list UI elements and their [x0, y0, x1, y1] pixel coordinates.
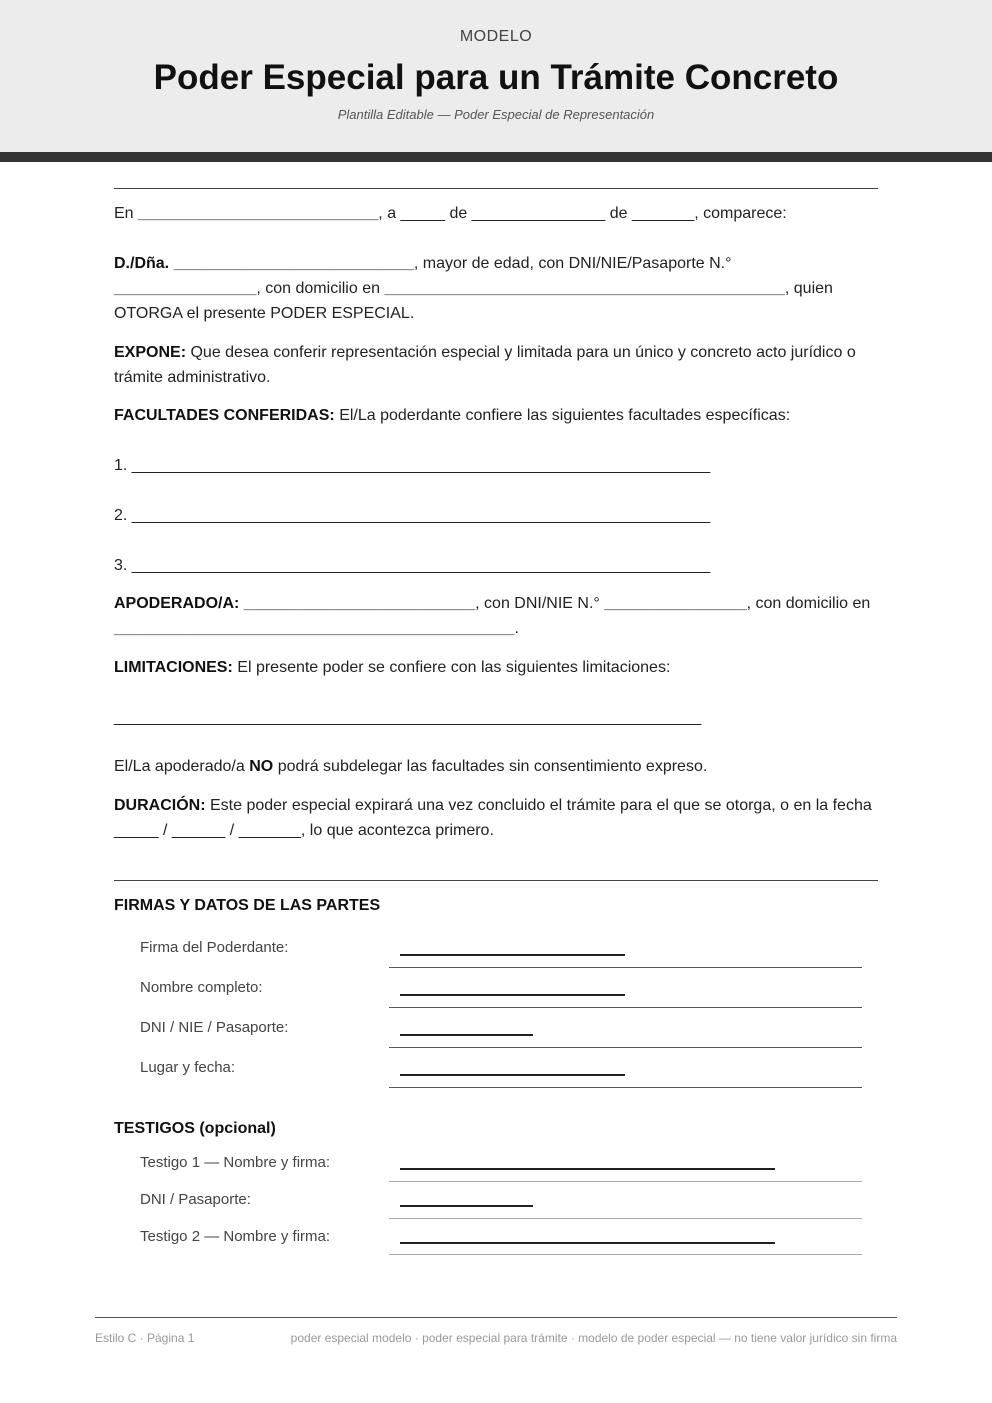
apoderado-name-blank[interactable]: __________________________ [243, 595, 476, 612]
grantor-id-blank[interactable]: ________________ [114, 280, 257, 297]
duracion-paragraph: DURACIÓN: Este poder especial expirará una vez concluido el trámite para el que se otorga, o en la fecha _____ / ______ / _______, lo que acontezca primero. [114, 797, 872, 839]
limitaciones-paragraph: LIMITACIONES: El presente poder se confiere con las siguientes limitaciones: [114, 659, 671, 676]
firma-poderdante-line[interactable] [400, 954, 625, 956]
footer-page-info: Estilo C · Página 1 [95, 1331, 195, 1345]
subdelegar-paragraph: El/La apoderado/a NO podrá subdelegar las facultades sin consentimiento expreso. [114, 758, 708, 775]
document-title: Poder Especial para un Trámite Concreto [153, 58, 839, 97]
firma-poderdante-label: Firma del Poderdante: [140, 939, 289, 956]
testigo2-line[interactable] [400, 1242, 775, 1244]
grantor-paragraph: D./Dña. ___________________________, mayor de edad, con DNI/NIE/Pasaporte N.° ________________, con domicilio en _____________________________________________, quien OTORGA el presente PODER ESPECIAL. [114, 255, 833, 322]
testigo2-label: Testigo 2 — Nombre y firma: [140, 1228, 331, 1245]
nombre-completo-line[interactable] [400, 994, 625, 996]
document-header [0, 0, 992, 152]
testigo-dni-label: DNI / Pasaporte: [140, 1191, 251, 1208]
field-separator [389, 1047, 862, 1048]
expone-text: Que desea conferir representación especial y limitada para un único y concreto acto jurídico o trámite administrativo. [114, 344, 856, 386]
dni-label: DNI / NIE / Pasaporte: [140, 1019, 289, 1036]
nombre-completo-label: Nombre completo: [140, 979, 263, 996]
dni-line[interactable] [400, 1034, 533, 1036]
facultad-item[interactable]: 2. _________________________________________________________________ [114, 507, 711, 524]
day-blank[interactable]: _____ [400, 205, 446, 222]
footer-keywords: poder especial modelo · poder especial para trámite · modelo de poder especial — no tiene valor jurídico sin firma [290, 1331, 897, 1345]
facultades-label: FACULTADES CONFERIDAS: [114, 407, 335, 424]
grantor-label: D./Dña. [114, 255, 170, 272]
date-day-blank[interactable]: _____ [114, 822, 159, 839]
field-separator [389, 1218, 862, 1219]
apoderado-id-blank[interactable]: ________________ [604, 595, 747, 612]
expone-paragraph [114, 340, 878, 390]
facultad-item[interactable]: 1. _________________________________________________________________ [114, 457, 711, 474]
limitaciones-label: LIMITACIONES: [114, 659, 233, 676]
testigo1-label: Testigo 1 — Nombre y firma: [140, 1154, 331, 1171]
date-year-blank[interactable]: _______ [238, 822, 301, 839]
facultad-item[interactable]: 3. _________________________________________________________________ [114, 557, 711, 574]
apoderado-address-blank[interactable]: _____________________________________________ [114, 620, 515, 637]
section-divider [114, 880, 878, 881]
apoderado-paragraph: APODERADO/A: __________________________, con DNI/NIE N.° ________________, con domicilio en _____________________________________________. [114, 595, 871, 637]
document-subtitle: Plantilla Editable — Poder Especial de Representación [337, 107, 655, 122]
testigo-dni-line[interactable] [400, 1205, 533, 1207]
firmas-title: FIRMAS Y DATOS DE LAS PARTES [114, 897, 381, 914]
grantor-address-blank[interactable]: _____________________________________________ [384, 280, 785, 297]
field-separator [389, 1254, 862, 1255]
month-blank[interactable]: _______________ [471, 205, 606, 222]
expone-label: EXPONE: [114, 344, 187, 361]
grantor-name-blank[interactable]: ___________________________ [173, 255, 414, 272]
facultades-paragraph: FACULTADES CONFERIDAS: El/La poderdante confiere las siguientes facultades específicas: [114, 407, 791, 424]
document-kicker: MODELO [459, 28, 533, 45]
field-separator [389, 1007, 862, 1008]
testigos-title: TESTIGOS (opcional) [114, 1120, 276, 1137]
intro-paragraph: En ___________________________, a _____ de _______________ de _______, comparece: [114, 205, 787, 222]
place-blank[interactable]: ___________________________ [138, 205, 379, 222]
lugar-fecha-label: Lugar y fecha: [140, 1059, 236, 1076]
footer-divider [95, 1317, 897, 1318]
field-separator [389, 967, 862, 968]
lugar-fecha-line[interactable] [400, 1074, 625, 1076]
year-blank[interactable]: _______ [631, 205, 695, 222]
testigo1-line[interactable] [400, 1168, 775, 1170]
field-separator [389, 1181, 862, 1182]
apoderado-label: APODERADO/A: [114, 595, 240, 612]
duracion-label: DURACIÓN: [114, 797, 206, 814]
header-divider-bar [0, 152, 992, 162]
date-month-blank[interactable]: ______ [171, 822, 226, 839]
field-separator [389, 1087, 862, 1088]
top-divider [114, 188, 878, 189]
limitaciones-blank-line[interactable]: __________________________________________________________________ [114, 709, 702, 726]
